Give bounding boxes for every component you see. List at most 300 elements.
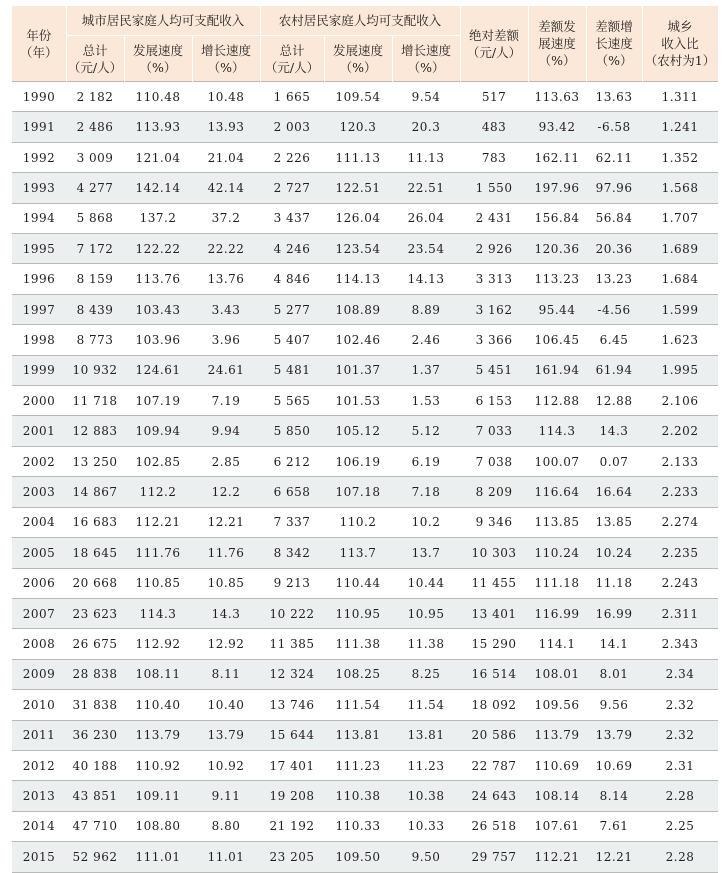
cell-urban-total: 31 838 bbox=[66, 690, 124, 720]
cell-diff-dev: 197.96 bbox=[528, 173, 586, 203]
cell-urban-total: 13 250 bbox=[66, 446, 124, 476]
cell-urban-total: 28 838 bbox=[66, 659, 124, 689]
table-row bbox=[12, 690, 718, 720]
cell-rural-growth: 10.44 bbox=[392, 568, 460, 598]
cell-rural-total: 2 727 bbox=[260, 173, 324, 203]
header-ratio-line2: 收入比 bbox=[661, 36, 699, 51]
table-row bbox=[12, 629, 718, 659]
table-row bbox=[12, 203, 718, 233]
cell-diff-growth: 13.85 bbox=[586, 507, 642, 537]
cell-rural-dev: 110.38 bbox=[324, 781, 392, 811]
cell-diff-growth: 8.14 bbox=[586, 781, 642, 811]
cell-rural-total: 2 003 bbox=[260, 112, 324, 142]
cell-diff-growth: 7.61 bbox=[586, 811, 642, 841]
cell-year: 1995 bbox=[12, 234, 66, 264]
cell-urban-growth: 11.76 bbox=[192, 538, 260, 568]
cell-rural-growth: 10.33 bbox=[392, 811, 460, 841]
cell-rural-total: 5 481 bbox=[260, 355, 324, 385]
cell-diff-growth: 13.79 bbox=[586, 720, 642, 750]
cell-rural-total: 6 658 bbox=[260, 477, 324, 507]
cell-rural-total: 5 407 bbox=[260, 325, 324, 355]
cell-urban-dev: 113.79 bbox=[124, 720, 192, 750]
header-abs-diff-line1: 绝对差额 bbox=[469, 27, 520, 43]
cell-rural-total: 8 342 bbox=[260, 538, 324, 568]
cell-rural-dev: 110.44 bbox=[324, 568, 392, 598]
cell-ratio: 1.352 bbox=[642, 142, 718, 172]
cell-urban-dev: 103.43 bbox=[124, 294, 192, 324]
cell-diff-growth: 10.69 bbox=[586, 750, 642, 780]
cell-urban-total: 52 962 bbox=[66, 842, 124, 872]
income-table-container bbox=[12, 6, 718, 873]
cell-rural-growth: 22.51 bbox=[392, 173, 460, 203]
cell-urban-growth: 10.48 bbox=[192, 82, 260, 112]
cell-rural-growth: 13.7 bbox=[392, 538, 460, 568]
cell-urban-growth: 3.43 bbox=[192, 294, 260, 324]
cell-diff-dev: 113.63 bbox=[528, 82, 586, 112]
cell-urban-total: 11 718 bbox=[66, 386, 124, 416]
cell-urban-dev: 109.11 bbox=[124, 781, 192, 811]
header-rural-growth bbox=[392, 36, 460, 82]
cell-diff-dev: 161.94 bbox=[528, 355, 586, 385]
cell-diff-growth: 16.99 bbox=[586, 598, 642, 628]
cell-diff-growth: 0.07 bbox=[586, 446, 642, 476]
cell-diff-dev: 114.3 bbox=[528, 416, 586, 446]
cell-ratio: 2.31 bbox=[642, 750, 718, 780]
cell-rural-dev: 110.33 bbox=[324, 811, 392, 841]
cell-year: 2002 bbox=[12, 446, 66, 476]
cell-urban-total: 2 486 bbox=[66, 112, 124, 142]
cell-rural-dev: 108.89 bbox=[324, 294, 392, 324]
cell-rural-growth: 11.13 bbox=[392, 142, 460, 172]
cell-diff-dev: 111.18 bbox=[528, 568, 586, 598]
cell-urban-growth: 8.11 bbox=[192, 659, 260, 689]
cell-rural-total: 5 850 bbox=[260, 416, 324, 446]
cell-rural-dev: 107.18 bbox=[324, 477, 392, 507]
cell-rural-total: 10 222 bbox=[260, 598, 324, 628]
cell-urban-growth: 3.96 bbox=[192, 325, 260, 355]
header-urban-dev-line1: 发展速度 bbox=[132, 42, 183, 58]
header-diff-dev-line2: 展速度 bbox=[538, 36, 576, 51]
table-row bbox=[12, 355, 718, 385]
cell-abs-diff: 20 586 bbox=[460, 720, 528, 750]
cell-rural-dev: 123.54 bbox=[324, 234, 392, 264]
cell-year: 2003 bbox=[12, 477, 66, 507]
cell-rural-dev: 111.38 bbox=[324, 629, 392, 659]
cell-ratio: 1.241 bbox=[642, 112, 718, 142]
cell-year: 2014 bbox=[12, 811, 66, 841]
cell-urban-total: 14 867 bbox=[66, 477, 124, 507]
cell-rural-dev: 108.25 bbox=[324, 659, 392, 689]
cell-rural-dev: 122.51 bbox=[324, 173, 392, 203]
cell-diff-growth: 56.84 bbox=[586, 203, 642, 233]
cell-urban-dev: 108.80 bbox=[124, 811, 192, 841]
cell-urban-dev: 112.21 bbox=[124, 507, 192, 537]
cell-abs-diff: 18 092 bbox=[460, 690, 528, 720]
cell-year: 2007 bbox=[12, 598, 66, 628]
cell-diff-dev: 112.21 bbox=[528, 842, 586, 872]
cell-ratio: 2.32 bbox=[642, 690, 718, 720]
cell-ratio: 2.106 bbox=[642, 386, 718, 416]
cell-urban-dev: 114.3 bbox=[124, 598, 192, 628]
cell-diff-growth: 16.64 bbox=[586, 477, 642, 507]
header-year bbox=[12, 6, 66, 82]
cell-rural-growth: 1.53 bbox=[392, 386, 460, 416]
cell-abs-diff: 3 162 bbox=[460, 294, 528, 324]
cell-rural-growth: 7.18 bbox=[392, 477, 460, 507]
cell-abs-diff: 783 bbox=[460, 142, 528, 172]
cell-ratio: 2.28 bbox=[642, 842, 718, 872]
header-diff-growth-line2: 长速度 bbox=[595, 36, 633, 51]
cell-urban-growth: 9.94 bbox=[192, 416, 260, 446]
table-row bbox=[12, 386, 718, 416]
cell-diff-growth: 13.23 bbox=[586, 264, 642, 294]
cell-urban-dev: 110.92 bbox=[124, 750, 192, 780]
cell-rural-dev: 110.95 bbox=[324, 598, 392, 628]
cell-diff-growth: 10.24 bbox=[586, 538, 642, 568]
cell-abs-diff: 10 303 bbox=[460, 538, 528, 568]
cell-urban-dev: 102.85 bbox=[124, 446, 192, 476]
table-row bbox=[12, 659, 718, 689]
header-rural-group: 农村居民家庭人均可支配收入 bbox=[260, 6, 460, 36]
cell-urban-dev: 112.2 bbox=[124, 477, 192, 507]
header-rural-total-line1: 总计 bbox=[279, 42, 305, 58]
table-header bbox=[12, 6, 718, 82]
cell-abs-diff: 26 518 bbox=[460, 811, 528, 841]
cell-rural-total: 17 401 bbox=[260, 750, 324, 780]
cell-abs-diff: 517 bbox=[460, 82, 528, 112]
cell-ratio: 1.599 bbox=[642, 294, 718, 324]
cell-year: 2005 bbox=[12, 538, 66, 568]
cell-abs-diff: 24 643 bbox=[460, 781, 528, 811]
table-row bbox=[12, 325, 718, 355]
cell-ratio: 2.233 bbox=[642, 477, 718, 507]
cell-urban-total: 26 675 bbox=[66, 629, 124, 659]
cell-rural-total: 23 205 bbox=[260, 842, 324, 872]
cell-urban-growth: 21.04 bbox=[192, 142, 260, 172]
table-row bbox=[12, 598, 718, 628]
cell-urban-dev: 122.22 bbox=[124, 234, 192, 264]
cell-urban-total: 10 932 bbox=[66, 355, 124, 385]
header-rural-dev-line1: 发展速度 bbox=[333, 42, 384, 58]
cell-diff-growth: -4.56 bbox=[586, 294, 642, 324]
cell-urban-dev: 110.40 bbox=[124, 690, 192, 720]
cell-year: 2012 bbox=[12, 750, 66, 780]
cell-rural-total: 4 846 bbox=[260, 264, 324, 294]
header-urban-growth bbox=[192, 36, 260, 82]
cell-year: 2004 bbox=[12, 507, 66, 537]
cell-diff-dev: 156.84 bbox=[528, 203, 586, 233]
header-urban-dev bbox=[124, 36, 192, 82]
cell-urban-growth: 10.92 bbox=[192, 750, 260, 780]
cell-ratio: 2.32 bbox=[642, 720, 718, 750]
cell-diff-growth: -6.58 bbox=[586, 112, 642, 142]
header-rural-total-line2: （元/人） bbox=[264, 59, 320, 75]
cell-rural-dev: 120.3 bbox=[324, 112, 392, 142]
cell-abs-diff: 3 313 bbox=[460, 264, 528, 294]
cell-urban-dev: 109.94 bbox=[124, 416, 192, 446]
cell-rural-dev: 109.50 bbox=[324, 842, 392, 872]
cell-ratio: 2.311 bbox=[642, 598, 718, 628]
table-row bbox=[12, 477, 718, 507]
cell-abs-diff: 9 346 bbox=[460, 507, 528, 537]
header-diff-growth-line3: （%） bbox=[595, 53, 633, 68]
cell-urban-dev: 110.48 bbox=[124, 82, 192, 112]
cell-diff-dev: 107.61 bbox=[528, 811, 586, 841]
cell-diff-dev: 110.24 bbox=[528, 538, 586, 568]
header-diff-growth bbox=[586, 6, 642, 82]
cell-urban-growth: 37.2 bbox=[192, 203, 260, 233]
cell-rural-total: 7 337 bbox=[260, 507, 324, 537]
cell-urban-growth: 13.79 bbox=[192, 720, 260, 750]
cell-diff-dev: 108.14 bbox=[528, 781, 586, 811]
cell-ratio: 2.34 bbox=[642, 659, 718, 689]
header-rural-growth-line1: 增长速度 bbox=[401, 42, 452, 58]
cell-abs-diff: 3 366 bbox=[460, 325, 528, 355]
table-row bbox=[12, 112, 718, 142]
cell-urban-dev: 113.76 bbox=[124, 264, 192, 294]
cell-rural-total: 5 277 bbox=[260, 294, 324, 324]
cell-year: 1994 bbox=[12, 203, 66, 233]
cell-urban-growth: 13.76 bbox=[192, 264, 260, 294]
cell-diff-growth: 8.01 bbox=[586, 659, 642, 689]
cell-year: 1996 bbox=[12, 264, 66, 294]
cell-rural-growth: 11.54 bbox=[392, 690, 460, 720]
cell-diff-growth: 13.63 bbox=[586, 82, 642, 112]
cell-rural-total: 15 644 bbox=[260, 720, 324, 750]
cell-urban-growth: 12.21 bbox=[192, 507, 260, 537]
cell-diff-growth: 62.11 bbox=[586, 142, 642, 172]
cell-rural-dev: 113.81 bbox=[324, 720, 392, 750]
header-urban-dev-line2: （%） bbox=[139, 59, 177, 75]
header-abs-diff-line2: （元/人） bbox=[466, 44, 522, 60]
cell-urban-total: 8 773 bbox=[66, 325, 124, 355]
cell-diff-dev: 112.88 bbox=[528, 386, 586, 416]
table-row bbox=[12, 750, 718, 780]
cell-rural-total: 12 324 bbox=[260, 659, 324, 689]
cell-diff-dev: 114.1 bbox=[528, 629, 586, 659]
cell-rural-total: 6 212 bbox=[260, 446, 324, 476]
cell-year: 2006 bbox=[12, 568, 66, 598]
cell-rural-growth: 11.38 bbox=[392, 629, 460, 659]
cell-rural-dev: 126.04 bbox=[324, 203, 392, 233]
header-year-line1: 年份 bbox=[26, 27, 52, 43]
cell-urban-dev: 112.92 bbox=[124, 629, 192, 659]
header-urban-group: 城市居民家庭人均可支配收入 bbox=[66, 6, 260, 36]
header-ratio bbox=[642, 6, 718, 82]
cell-urban-total: 8 159 bbox=[66, 264, 124, 294]
cell-urban-total: 20 668 bbox=[66, 568, 124, 598]
cell-ratio: 2.243 bbox=[642, 568, 718, 598]
header-rural-dev bbox=[324, 36, 392, 82]
cell-ratio: 2.133 bbox=[642, 446, 718, 476]
cell-urban-growth: 11.01 bbox=[192, 842, 260, 872]
cell-diff-dev: 116.99 bbox=[528, 598, 586, 628]
cell-rural-growth: 26.04 bbox=[392, 203, 460, 233]
cell-urban-growth: 12.2 bbox=[192, 477, 260, 507]
table-row bbox=[12, 82, 718, 112]
cell-ratio: 1.568 bbox=[642, 173, 718, 203]
cell-rural-total: 11 385 bbox=[260, 629, 324, 659]
cell-urban-growth: 14.3 bbox=[192, 598, 260, 628]
cell-diff-growth: 6.45 bbox=[586, 325, 642, 355]
header-ratio-line1: 城乡 bbox=[667, 19, 693, 34]
cell-urban-dev: 124.61 bbox=[124, 355, 192, 385]
cell-year: 1999 bbox=[12, 355, 66, 385]
table-row bbox=[12, 720, 718, 750]
cell-diff-dev: 100.07 bbox=[528, 446, 586, 476]
cell-urban-dev: 111.01 bbox=[124, 842, 192, 872]
cell-urban-total: 36 230 bbox=[66, 720, 124, 750]
cell-year: 2008 bbox=[12, 629, 66, 659]
cell-urban-total: 16 683 bbox=[66, 507, 124, 537]
header-diff-dev bbox=[528, 6, 586, 82]
cell-ratio: 2.274 bbox=[642, 507, 718, 537]
cell-rural-growth: 2.46 bbox=[392, 325, 460, 355]
cell-urban-total: 3 009 bbox=[66, 142, 124, 172]
cell-diff-dev: 108.01 bbox=[528, 659, 586, 689]
cell-abs-diff: 6 153 bbox=[460, 386, 528, 416]
cell-urban-growth: 22.22 bbox=[192, 234, 260, 264]
cell-diff-dev: 113.79 bbox=[528, 720, 586, 750]
cell-year: 2001 bbox=[12, 416, 66, 446]
table-row bbox=[12, 294, 718, 324]
cell-rural-total: 3 437 bbox=[260, 203, 324, 233]
cell-diff-growth: 9.56 bbox=[586, 690, 642, 720]
cell-year: 1990 bbox=[12, 82, 66, 112]
cell-year: 1998 bbox=[12, 325, 66, 355]
cell-year: 2015 bbox=[12, 842, 66, 872]
cell-abs-diff: 2 431 bbox=[460, 203, 528, 233]
cell-rural-growth: 10.2 bbox=[392, 507, 460, 537]
cell-abs-diff: 29 757 bbox=[460, 842, 528, 872]
cell-ratio: 2.202 bbox=[642, 416, 718, 446]
cell-urban-dev: 103.96 bbox=[124, 325, 192, 355]
cell-year: 2013 bbox=[12, 781, 66, 811]
cell-rural-total: 4 246 bbox=[260, 234, 324, 264]
cell-rural-dev: 101.37 bbox=[324, 355, 392, 385]
cell-diff-growth: 11.18 bbox=[586, 568, 642, 598]
cell-rural-growth: 14.13 bbox=[392, 264, 460, 294]
header-rural-total bbox=[260, 36, 324, 82]
cell-urban-growth: 13.93 bbox=[192, 112, 260, 142]
cell-rural-total: 21 192 bbox=[260, 811, 324, 841]
cell-diff-dev: 95.44 bbox=[528, 294, 586, 324]
cell-urban-dev: 108.11 bbox=[124, 659, 192, 689]
cell-urban-total: 8 439 bbox=[66, 294, 124, 324]
table-row bbox=[12, 142, 718, 172]
cell-rural-dev: 111.23 bbox=[324, 750, 392, 780]
cell-urban-total: 40 188 bbox=[66, 750, 124, 780]
header-urban-total-line1: 总计 bbox=[82, 42, 108, 58]
cell-diff-dev: 113.23 bbox=[528, 264, 586, 294]
cell-abs-diff: 7 038 bbox=[460, 446, 528, 476]
cell-rural-total: 19 208 bbox=[260, 781, 324, 811]
cell-ratio: 2.235 bbox=[642, 538, 718, 568]
cell-rural-dev: 105.12 bbox=[324, 416, 392, 446]
cell-rural-growth: 11.23 bbox=[392, 750, 460, 780]
table-row bbox=[12, 416, 718, 446]
cell-urban-dev: 137.2 bbox=[124, 203, 192, 233]
table-row bbox=[12, 842, 718, 872]
cell-abs-diff: 5 451 bbox=[460, 355, 528, 385]
cell-rural-growth: 8.25 bbox=[392, 659, 460, 689]
header-diff-growth-line1: 差额增 bbox=[595, 19, 633, 34]
cell-rural-growth: 10.95 bbox=[392, 598, 460, 628]
cell-diff-dev: 109.56 bbox=[528, 690, 586, 720]
cell-ratio: 2.28 bbox=[642, 781, 718, 811]
cell-rural-growth: 13.81 bbox=[392, 720, 460, 750]
table-row bbox=[12, 446, 718, 476]
header-diff-dev-line1: 差额发 bbox=[538, 19, 576, 34]
cell-diff-growth: 12.88 bbox=[586, 386, 642, 416]
cell-diff-dev: 113.85 bbox=[528, 507, 586, 537]
cell-urban-growth: 24.61 bbox=[192, 355, 260, 385]
cell-urban-total: 7 172 bbox=[66, 234, 124, 264]
header-diff-dev-line3: （%） bbox=[538, 53, 576, 68]
table-body bbox=[12, 82, 718, 873]
table-row bbox=[12, 264, 718, 294]
header-rural-dev-line2: （%） bbox=[339, 59, 377, 75]
cell-rural-growth: 9.50 bbox=[392, 842, 460, 872]
cell-ratio: 2.343 bbox=[642, 629, 718, 659]
cell-year: 2010 bbox=[12, 690, 66, 720]
cell-urban-growth: 42.14 bbox=[192, 173, 260, 203]
cell-urban-dev: 142.14 bbox=[124, 173, 192, 203]
cell-rural-dev: 106.19 bbox=[324, 446, 392, 476]
cell-ratio: 1.689 bbox=[642, 234, 718, 264]
cell-urban-total: 4 277 bbox=[66, 173, 124, 203]
cell-rural-dev: 109.54 bbox=[324, 82, 392, 112]
cell-diff-dev: 116.64 bbox=[528, 477, 586, 507]
cell-urban-growth: 7.19 bbox=[192, 386, 260, 416]
header-year-line2: （年） bbox=[19, 44, 58, 60]
cell-rural-total: 1 665 bbox=[260, 82, 324, 112]
cell-diff-dev: 110.69 bbox=[528, 750, 586, 780]
cell-urban-growth: 12.92 bbox=[192, 629, 260, 659]
cell-rural-dev: 114.13 bbox=[324, 264, 392, 294]
cell-diff-growth: 14.1 bbox=[586, 629, 642, 659]
cell-ratio: 1.311 bbox=[642, 82, 718, 112]
cell-urban-dev: 113.93 bbox=[124, 112, 192, 142]
cell-year: 1993 bbox=[12, 173, 66, 203]
cell-rural-growth: 5.12 bbox=[392, 416, 460, 446]
cell-rural-growth: 1.37 bbox=[392, 355, 460, 385]
cell-diff-growth: 12.21 bbox=[586, 842, 642, 872]
cell-year: 1992 bbox=[12, 142, 66, 172]
cell-diff-dev: 93.42 bbox=[528, 112, 586, 142]
cell-urban-total: 47 710 bbox=[66, 811, 124, 841]
cell-abs-diff: 22 787 bbox=[460, 750, 528, 780]
cell-urban-dev: 121.04 bbox=[124, 142, 192, 172]
cell-abs-diff: 13 401 bbox=[460, 598, 528, 628]
cell-rural-growth: 8.89 bbox=[392, 294, 460, 324]
cell-abs-diff: 2 926 bbox=[460, 234, 528, 264]
cell-diff-growth: 20.36 bbox=[586, 234, 642, 264]
cell-year: 1997 bbox=[12, 294, 66, 324]
cell-diff-growth: 14.3 bbox=[586, 416, 642, 446]
cell-urban-dev: 107.19 bbox=[124, 386, 192, 416]
table-row bbox=[12, 811, 718, 841]
cell-urban-total: 12 883 bbox=[66, 416, 124, 446]
cell-urban-growth: 2.85 bbox=[192, 446, 260, 476]
cell-ratio: 2.25 bbox=[642, 811, 718, 841]
cell-abs-diff: 8 209 bbox=[460, 477, 528, 507]
cell-abs-diff: 16 514 bbox=[460, 659, 528, 689]
header-ratio-line3: （农村为1） bbox=[644, 53, 716, 68]
cell-urban-growth: 10.40 bbox=[192, 690, 260, 720]
header-urban-total bbox=[66, 36, 124, 82]
cell-rural-growth: 23.54 bbox=[392, 234, 460, 264]
